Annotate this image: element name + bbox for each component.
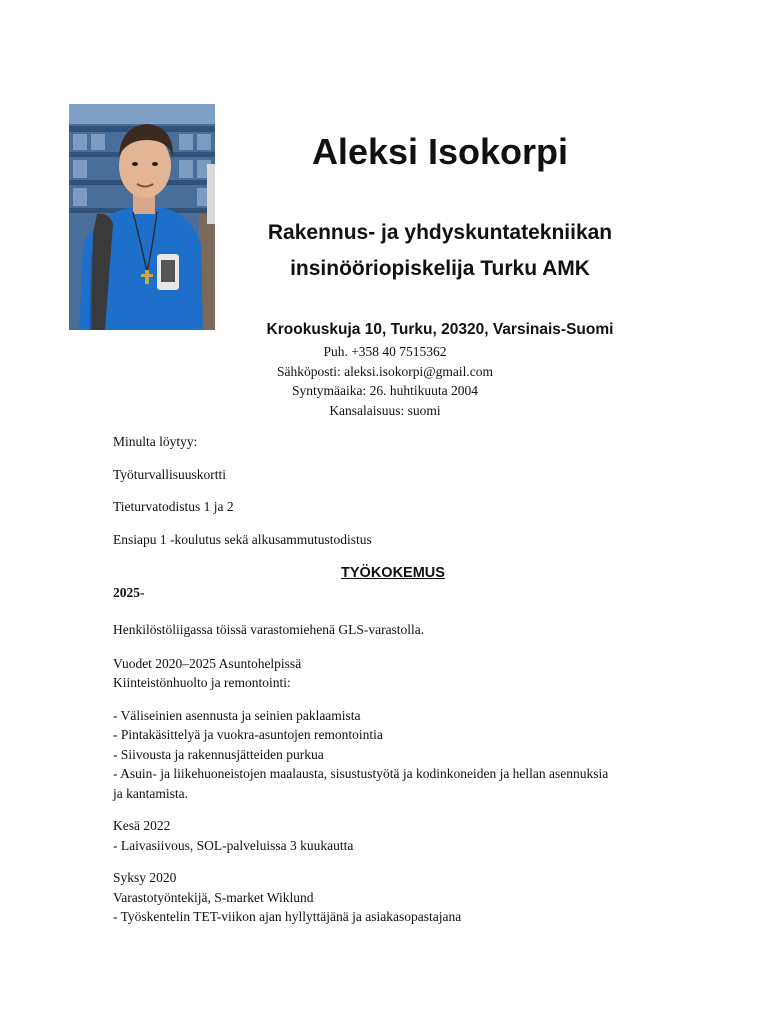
asuntohelppi-task-list [113,706,673,804]
email: Sähköposti: aleksi.isokorpi@gmail.com [276,363,494,379]
person-name: Aleksi Isokorpi [311,131,569,172]
task-item: ja kantamista. [113,785,188,801]
job-2025: Henkilöstöliigassa töissä varastomiehenä GLS-varastolla. [113,622,425,637]
headline-line-1: Rakennus- ja yhdyskuntatekniikan [267,221,613,244]
citizenship: Kansalaisuus: suomi [329,402,441,418]
qualification-item: Työturvallisuuskortti [113,466,227,482]
job-asuntohelppi-period: Vuodet 2020–2025 Asuntohelpissä [113,655,302,671]
job-asuntohelppi-role: Kiinteistönhuolto ja remontointi: [113,675,291,690]
year-heading: 2025- [113,585,145,600]
birthdate: Syntymäaika: 26. huhtikuuta 2004 [292,383,478,398]
job-syksy-role: Varastotyöntekijä, S-market Wiklund [113,889,314,905]
qualification-item: Ensiapu 1 -koulutus sekä alkusammutustodistus [113,531,372,547]
job-kesa-period: Kesä 2022 [113,818,171,833]
task-item: - Pintakäsittelyä ja vuokra-asuntojen remontointia [113,727,383,742]
task-item: - Siivousta ja rakennusjätteiden purkua [113,746,324,762]
job-kesa-description: - Laivasiivous, SOL-palveluissa 3 kuukautta [113,837,354,853]
job-syksy-2020 [113,868,673,927]
qualifications-intro: Minulta löytyy: [113,434,198,449]
headline-line-2: insinööriopiskelija Turku AMK [290,257,590,280]
job-syksy-period: Syksy 2020 [113,870,177,885]
section-title-work-experience: TYÖKOKEMUS [341,565,445,581]
job-syksy-description: - Työskentelin TET-viikon ajan hyllyttäjänä ja asiakasopastajana [113,909,462,924]
job-asuntohelppi [113,654,673,693]
task-item: - Asuin- ja liikehuoneistojen maalausta, sisustustyötä ja kodinkoneiden ja hellan asennuksia [113,766,609,781]
headline [220,215,660,287]
phone: Puh. +358 40 7515362 [323,344,447,359]
contact-info [220,342,550,420]
task-item: - Väliseinien asennusta ja seinien paklaamista [113,707,361,723]
cv-body [113,432,673,940]
address: Krookuskuja 10, Turku, 20320, Varsinais-Suomi [266,321,614,338]
qualification-item: Tieturvatodistus 1 ja 2 [113,499,234,514]
profile-photo [69,104,215,330]
job-kesa-2022 [113,816,673,855]
